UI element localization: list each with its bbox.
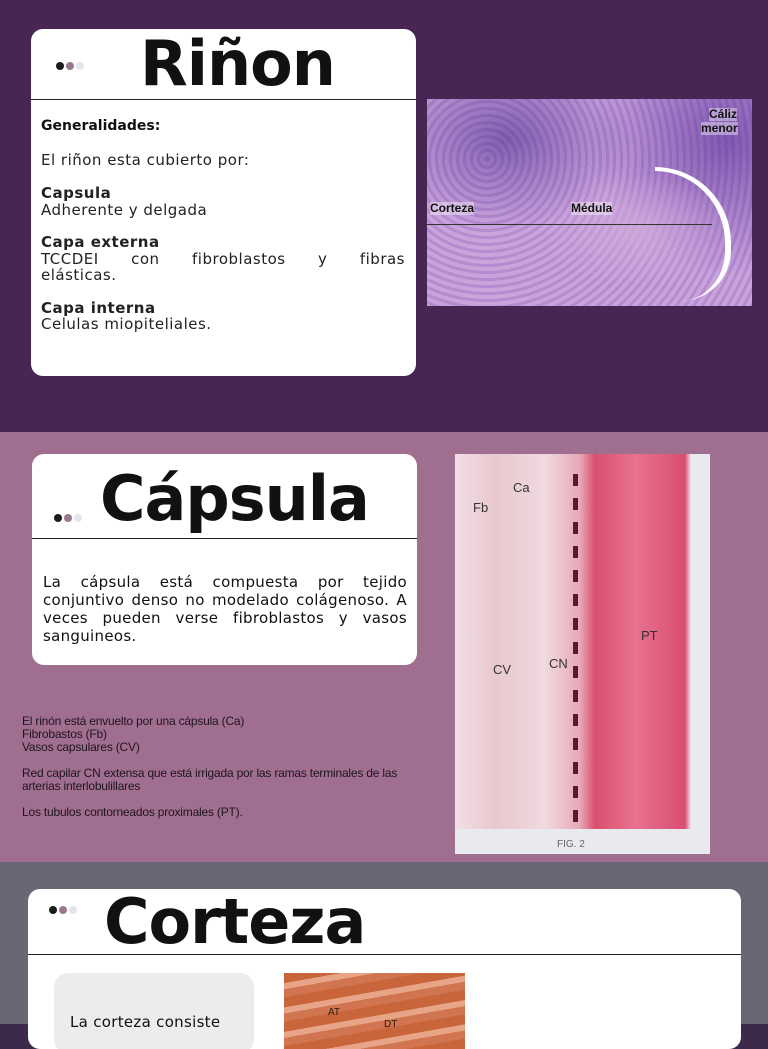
corteza-card	[28, 889, 741, 1049]
corteza-card-header	[28, 889, 741, 958]
label-at: AT	[328, 1007, 341, 1018]
label-menor: menor	[701, 121, 738, 135]
note-line: Red capilar CN extensa que está irrigada por las ramas terminales de las arterias interlobulillares	[22, 765, 398, 793]
corteza-text-box	[54, 973, 254, 1049]
note-line: Fibrobastos (Fb)	[22, 726, 107, 741]
dot	[64, 514, 72, 522]
note-line: Los tubulos contorneados proximales (PT).	[22, 804, 243, 819]
capsula-notes	[22, 715, 422, 819]
dot	[69, 906, 77, 914]
rinon-item-desc: Celulas miopiteliales.	[41, 315, 212, 333]
rinon-item-term: Capsula	[41, 184, 112, 202]
label-medula: Médula	[571, 201, 613, 215]
note-line: Vasos capsulares (CV)	[22, 739, 140, 754]
capsula-card-header	[32, 454, 417, 539]
dot	[74, 514, 82, 522]
dot	[54, 514, 62, 522]
note-line: El rinón está envuelto por una cápsula (Ca)	[22, 714, 245, 728]
rinon-body	[41, 118, 405, 333]
dot	[66, 62, 74, 70]
dots-icon	[54, 514, 82, 522]
rinon-item-term: Capa interna	[41, 298, 156, 317]
label-dt: DT	[384, 1019, 398, 1030]
dot	[76, 62, 84, 70]
dots-icon	[49, 906, 77, 914]
rinon-intro: El riñon esta cubierto por:	[41, 151, 250, 169]
label-ca: Ca	[513, 480, 530, 495]
rinon-card	[31, 29, 416, 376]
label-fb: Fb	[473, 500, 489, 515]
capsule-micrograph	[455, 454, 710, 854]
label-cv: CV	[493, 662, 512, 677]
dots-icon	[56, 62, 84, 70]
corteza-title: Corteza	[104, 889, 366, 958]
label-cn: CN	[549, 656, 568, 671]
rinon-item-term: Capa externa	[41, 233, 160, 251]
dot	[59, 906, 67, 914]
section-corteza	[0, 862, 768, 1031]
section-capsula	[0, 432, 768, 862]
section-rinon	[0, 0, 768, 432]
rinon-heading: Generalidades:	[41, 118, 161, 134]
kidney-micrograph	[427, 99, 752, 306]
figure-caption: FIG. 2	[557, 839, 585, 850]
dot	[49, 906, 57, 914]
label-corteza: Corteza	[430, 201, 475, 215]
capillary-network-shape	[573, 474, 578, 834]
capsula-body: La cápsula está compuesta por tejido conjuntivo denso no modelado colágenoso. A veces pueden verse fibroblastos y vasos sanguineos.	[43, 573, 407, 645]
dot	[56, 62, 64, 70]
rinon-item-desc: Adherente y delgada	[41, 200, 208, 219]
cortex-micrograph	[284, 973, 465, 1049]
rinon-card-header	[31, 29, 416, 100]
label-caliz: Cáliz	[709, 107, 738, 121]
calyx-shape	[655, 167, 731, 301]
label-pt: PT	[641, 628, 658, 643]
rinon-title: Riñon	[140, 29, 335, 100]
corteza-text: La corteza consiste	[70, 1013, 221, 1031]
capsula-title: Cápsula	[100, 462, 369, 535]
rinon-item-desc: TCCDEI con fibroblastos y fibras elásticas.	[41, 249, 405, 284]
capsula-card	[32, 454, 417, 665]
